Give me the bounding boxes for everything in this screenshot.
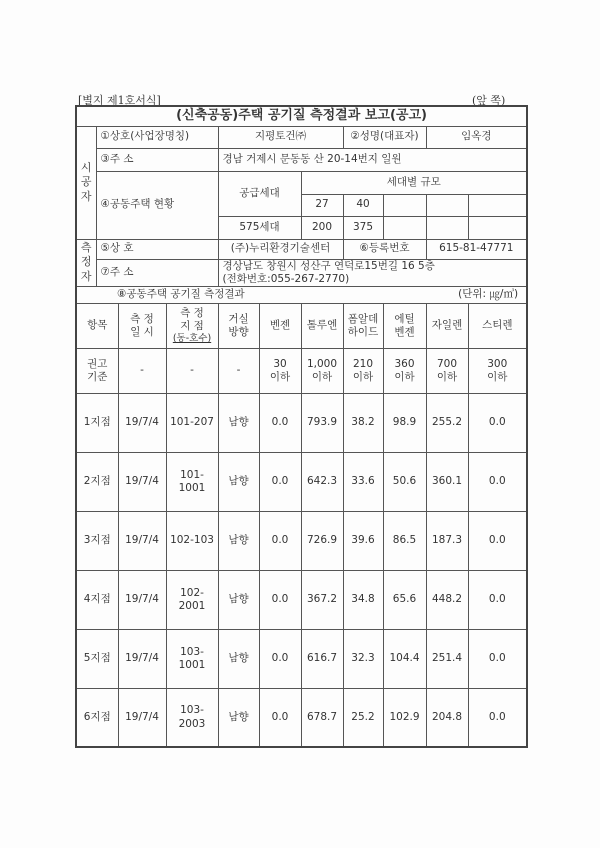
data-row-cell: 0.0 [468,570,527,629]
header-row-cell: 측 정 일 시 [118,303,166,348]
builder-address: 경남 거제시 문동동 산 20-14번지 일원 [218,148,527,171]
count-cell [383,216,426,239]
data-row-cell: 남향 [218,688,259,747]
data-row-cell: 104.4 [383,629,426,688]
standard-row-cell: - [166,348,218,393]
data-row-cell: 34.8 [343,570,383,629]
data-row-cell: 678.7 [301,688,343,747]
data-row-cell: 98.9 [383,393,426,452]
data-row-cell: 0.0 [468,452,527,511]
measurer-side-label: 측정자 [76,239,96,286]
data-row-cell: 남향 [218,393,259,452]
data-row-cell: 19/7/4 [118,688,166,747]
header-row-cell: 톨루엔 [301,303,343,348]
data-row-cell: 2지점 [76,452,118,511]
count-cell: 375 [343,216,383,239]
data-row-cell: 38.2 [343,393,383,452]
scale-label: 세대별 규모 [301,171,527,194]
data-row-cell: 102-103 [166,511,218,570]
measurer-company-label: ⑤상 호 [96,239,218,259]
data-row-cell: 25.2 [343,688,383,747]
report-title: (신축공동)주택 공기질 측정결과 보고(공고) [76,106,527,126]
header-row-cell: 벤젠 [259,303,301,348]
standard-row-cell: 30 이하 [259,348,301,393]
data-row-cell: 3지점 [76,511,118,570]
standard-row [76,348,527,393]
data-row-cell: 642.3 [301,452,343,511]
data-row-cell: 187.3 [426,511,468,570]
data-row-cell: 367.2 [301,570,343,629]
data-row-cell: 0.0 [259,452,301,511]
data-row-cell: 0.0 [259,570,301,629]
data-row-cell: 19/7/4 [118,452,166,511]
standard-row-cell: 300 이하 [468,348,527,393]
data-row [76,570,527,629]
data-row-cell: 793.9 [301,393,343,452]
data-row-cell: 39.6 [343,511,383,570]
count-cell [426,216,468,239]
size-cell [426,194,468,216]
form-label: [별지 제1호서식] [78,94,161,107]
standard-row-cell: 1,000 이하 [301,348,343,393]
data-row-cell: 65.6 [383,570,426,629]
page-side: (앞 쪽) [472,94,506,107]
data-row-cell: 204.8 [426,688,468,747]
data-row-cell: 101-1001 [166,452,218,511]
standard-row-cell: 700 이하 [426,348,468,393]
data-row-cell: 19/7/4 [118,511,166,570]
data-row-cell: 616.7 [301,629,343,688]
size-cell [468,194,527,216]
data-row-cell: 86.5 [383,511,426,570]
location-label: 측 정 지 점 [180,306,204,332]
unit-label: (단위: ㎍/㎥) [458,288,519,301]
count-cell [468,216,527,239]
data-row-cell: 0.0 [468,688,527,747]
data-row-cell: 0.0 [468,511,527,570]
results-body [76,303,527,747]
reg-label: ⑥등록번호 [343,239,426,259]
data-row-cell: 남향 [218,570,259,629]
builder-rep: 임옥경 [426,126,527,148]
builder-address-label: ③주 소 [96,148,218,171]
data-row-cell: 남향 [218,511,259,570]
builder-rep-label: ②성명(대표자) [343,126,426,148]
builder-company: 지평토건㈜ [218,126,343,148]
supply-label: 공급세대 [218,171,301,216]
data-row-cell: 103-1001 [166,629,218,688]
data-row-cell: 남향 [218,629,259,688]
standard-row-cell: 360 이하 [383,348,426,393]
data-row-cell: 255.2 [426,393,468,452]
data-row-cell: 0.0 [259,688,301,747]
data-row [76,393,527,452]
header-row-cell: 항목 [76,303,118,348]
data-row-cell: 726.9 [301,511,343,570]
data-row-cell: 33.6 [343,452,383,511]
measurer-company: (주)누리환경기술센터 [218,239,343,259]
builder-company-label: ①상호(사업장명칭) [96,126,218,148]
location-sub-label: (동-호수) [172,332,212,344]
reg-number: 615-81-47771 [426,239,527,259]
data-row-cell: 남향 [218,452,259,511]
data-row [76,629,527,688]
header-row-cell [166,303,218,348]
standard-row-cell: 210 이하 [343,348,383,393]
data-row-cell: 32.3 [343,629,383,688]
data-row [76,452,527,511]
data-row-cell: 101-207 [166,393,218,452]
data-row-cell: 251.4 [426,629,468,688]
data-row-cell: 50.6 [383,452,426,511]
report-table [75,105,528,748]
builder-side-label: 시공자 [76,126,96,239]
data-row-cell: 4지점 [76,570,118,629]
data-row-cell: 19/7/4 [118,393,166,452]
data-row-cell: 360.1 [426,452,468,511]
phone-line: (전화번호:055-267-2770) [222,272,350,285]
data-row-cell: 103-2003 [166,688,218,747]
data-row-cell: 5지점 [76,629,118,688]
size-cell: 40 [343,194,383,216]
data-row-cell: 0.0 [259,629,301,688]
header-row-cell: 거실 방향 [218,303,259,348]
header-row-cell: 자일렌 [426,303,468,348]
header-row-cell: 에틸 벤젠 [383,303,426,348]
data-row [76,688,527,747]
data-row-cell: 6지점 [76,688,118,747]
size-cell: 27 [301,194,343,216]
standard-row-cell: - [118,348,166,393]
standard-row-cell: - [218,348,259,393]
data-row-cell: 19/7/4 [118,629,166,688]
data-row-cell: 0.0 [259,393,301,452]
data-row-cell: 19/7/4 [118,570,166,629]
standard-row-cell: 권고 기준 [76,348,118,393]
data-row-cell: 1지점 [76,393,118,452]
measurer-address [218,259,527,286]
data-row-cell: 448.2 [426,570,468,629]
data-row-cell: 0.0 [468,393,527,452]
data-row-cell: 0.0 [468,629,527,688]
data-row-cell: 102.9 [383,688,426,747]
size-cell [383,194,426,216]
results-label: ⑧공동주택 공기질 측정결과 [117,288,245,301]
data-row [76,511,527,570]
count-cell: 200 [301,216,343,239]
data-row-cell: 102-2001 [166,570,218,629]
housing-label: ④공동주택 현황 [96,171,218,239]
address-line: 경상남도 창원시 성산구 연덕로15번길 16 5층 [222,259,435,272]
results-label-row [76,286,527,303]
header-row-cell: 스티렌 [468,303,527,348]
header-row [76,303,527,348]
measurer-address-label: ⑦주 소 [96,259,218,286]
data-row-cell: 0.0 [259,511,301,570]
supply-count: 575세대 [218,216,301,239]
header-row-cell: 폼알데 하이드 [343,303,383,348]
